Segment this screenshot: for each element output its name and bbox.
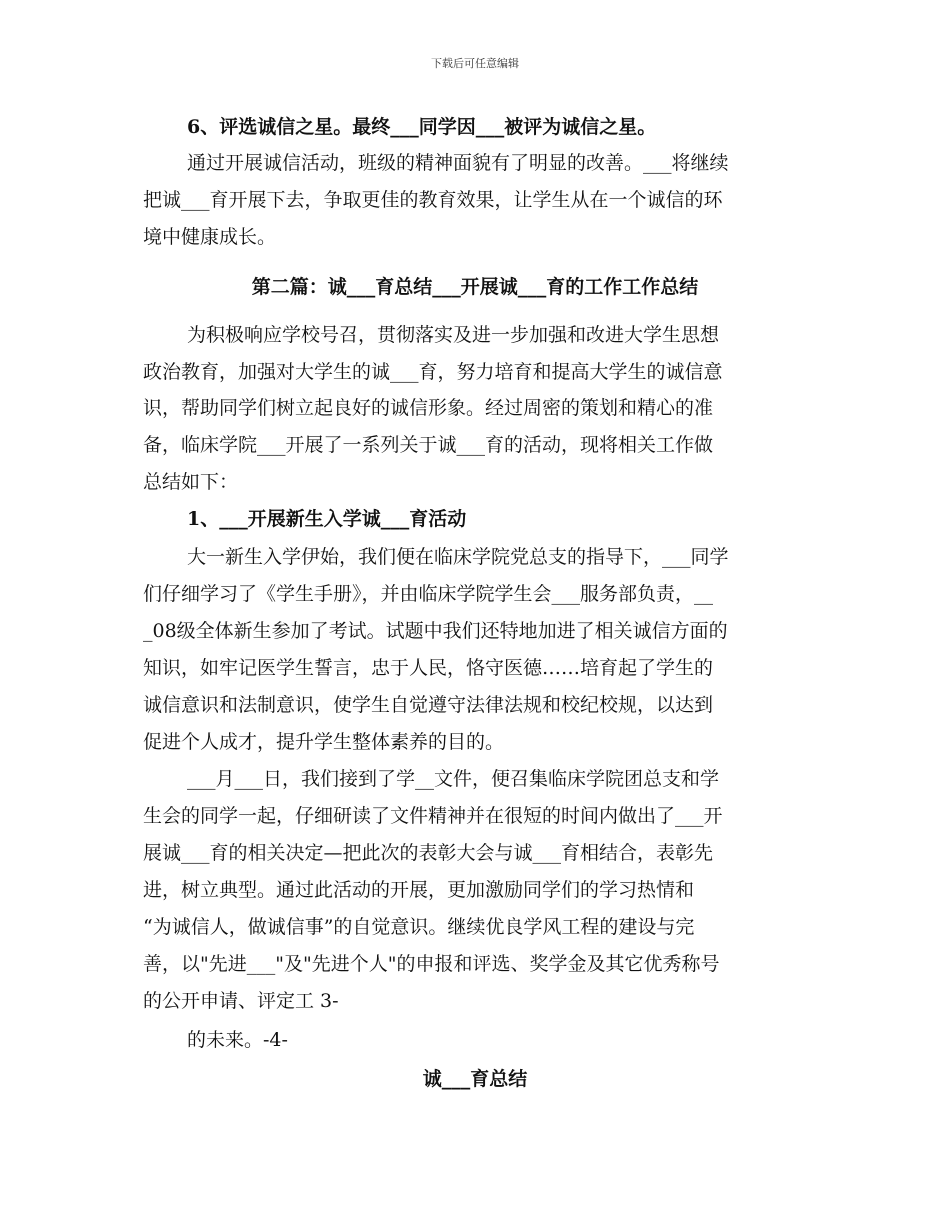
paragraph-line: 进，树立典型。通过此活动的开展，更加激励同学们的学习热情和 bbox=[143, 879, 695, 901]
paragraph-line: 为积极响应学校号召，贯彻落实及进一步加强和改进大学生思想 bbox=[187, 324, 720, 346]
paragraph-line: ___月___日，我们接到了学__文件，便召集临床学院团总支和学 bbox=[187, 768, 720, 790]
paragraph-line: 通过开展诚信活动，班级的精神面貌有了明显的改善。___将继续 bbox=[187, 152, 729, 174]
paragraph-line: 们仔细学习了《学生手册》，并由临床学院学生会___服务部负责，__ bbox=[143, 583, 714, 605]
paragraph-line: 生会的同学一起，仔细研读了文件精神并在很短的时间内做出了___开 bbox=[143, 805, 723, 827]
paragraph-line: 促进个人成才，提升学生整体素养的目的。 bbox=[143, 731, 505, 753]
paragraph-line: 的未来。-4- bbox=[187, 1029, 288, 1051]
paragraph-line: 的公开申请、评定工 3- bbox=[143, 990, 339, 1012]
paragraph-line: 善，以"先进___"及"先进个人"的申报和评选、奖学金及其它优秀称号 bbox=[143, 953, 720, 975]
paragraph-line: “为诚信人，做诚信事”的自觉意识。继续优良学风工程的建设与完 bbox=[143, 916, 695, 938]
paragraph-line: _08级全体新生参加了考试。试题中我们还特地加进了相关诚信方面的 bbox=[143, 620, 728, 642]
paragraph-line: 大一新生入学伊始，我们便在临床学院党总支的指导下，___同学 bbox=[187, 546, 729, 568]
paragraph-line: 总结如下： bbox=[143, 471, 239, 493]
paragraph-line: 诚信意识和法制意识，使学生自觉遵守法律法规和校纪校规，以达到 bbox=[143, 694, 714, 716]
paragraph-line: 境中健康成长。 bbox=[143, 226, 277, 248]
section-title: 第二篇：诚___育总结___开展诚___育的工作工作总结 bbox=[251, 276, 699, 298]
paragraph-line: 把诚___育开展下去，争取更佳的教育效果，让学生从在一个诚信的环 bbox=[143, 189, 723, 211]
paragraph-line: 备，临床学院___开展了一系列关于诚___育的活动，现将相关工作做 bbox=[143, 434, 714, 456]
paragraph-line: 知识，如牢记医学生誓言，忠于人民，恪守医德……培育起了学生的 bbox=[143, 657, 714, 679]
item-6-heading: 6、评选诚信之星。最终___同学因___被评为诚信之星。 bbox=[187, 116, 657, 138]
paragraph-line: 展诚___育的相关决定—把此次的表彰大会与诚___育相结合，表彰先 bbox=[143, 842, 714, 864]
subheading: 1、___开展新生入学诚___育活动 bbox=[187, 508, 467, 530]
closing-title: 诚___育总结 bbox=[422, 1068, 528, 1090]
page-header: 下载后可任意编辑 bbox=[431, 57, 519, 70]
paragraph-line: 识，帮助同学们树立起良好的诚信形象。经过周密的策划和精心的准 bbox=[143, 397, 714, 419]
paragraph-line: 政治教育，加强对大学生的诚___育，努力培育和提高大学生的诚信意 bbox=[143, 361, 723, 383]
